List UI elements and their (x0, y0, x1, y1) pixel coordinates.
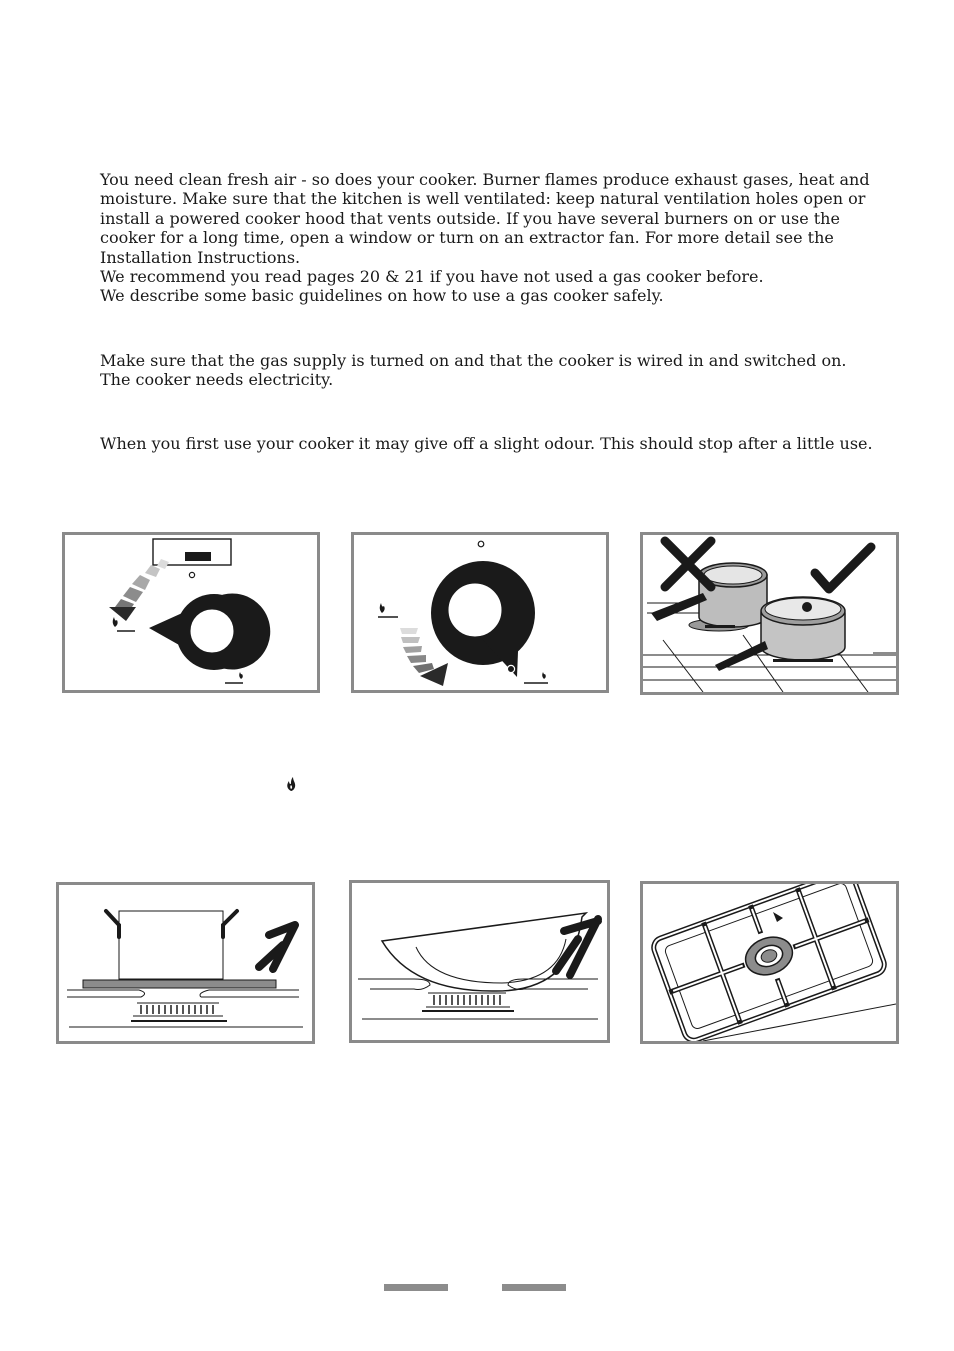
figure-knob-high (62, 532, 320, 693)
describe-paragraph: We describe some basic guidelines on how to use a gas cooker safely. (100, 286, 664, 306)
recommend-paragraph: We recommend you read pages 20 & 21 if you have not used a gas cooker before. (100, 267, 764, 287)
footer-bar-left (384, 1284, 448, 1291)
wok-diagram-icon (352, 883, 607, 1040)
figure-pan-support (640, 881, 899, 1044)
figure-pan-on-plate (56, 882, 315, 1044)
figure-pan-size (640, 532, 899, 695)
supply-section (100, 351, 890, 390)
pan-support-diagram-icon (643, 884, 896, 1041)
figure-knob-low (351, 532, 609, 693)
supply-line-2: The cooker needs electricity. (100, 370, 334, 390)
figure-wok (349, 880, 610, 1043)
pan-on-plate-diagram-icon (59, 885, 312, 1041)
odour-paragraph: When you first use your cooker it may give off a slight odour. This should stop after a little use. (100, 434, 873, 453)
ventilation-paragraph: You need clean fresh air - so does your cooker. Burner flames produce exhaust gases, heat and moisture. Make sure that the kitchen is well ventilated: keep natural ventilation holes open or install a powered cooker hood that vents outside. If you have several burners on or use the cooker for a long time, open a window or turn on an extractor fan. For more detail see the Installation Instructions. (100, 170, 870, 267)
control-knob-diagram-icon (354, 535, 606, 690)
intro-section (100, 170, 890, 306)
odour-section (100, 434, 890, 453)
flame-icon (285, 776, 297, 792)
footer-bar-right (502, 1284, 566, 1291)
supply-line-1: Make sure that the gas supply is turned on and that the cooker is wired in and switched on. (100, 351, 847, 370)
control-knob-diagram-icon (65, 535, 317, 690)
pans-on-burner-diagram-icon (643, 535, 896, 692)
